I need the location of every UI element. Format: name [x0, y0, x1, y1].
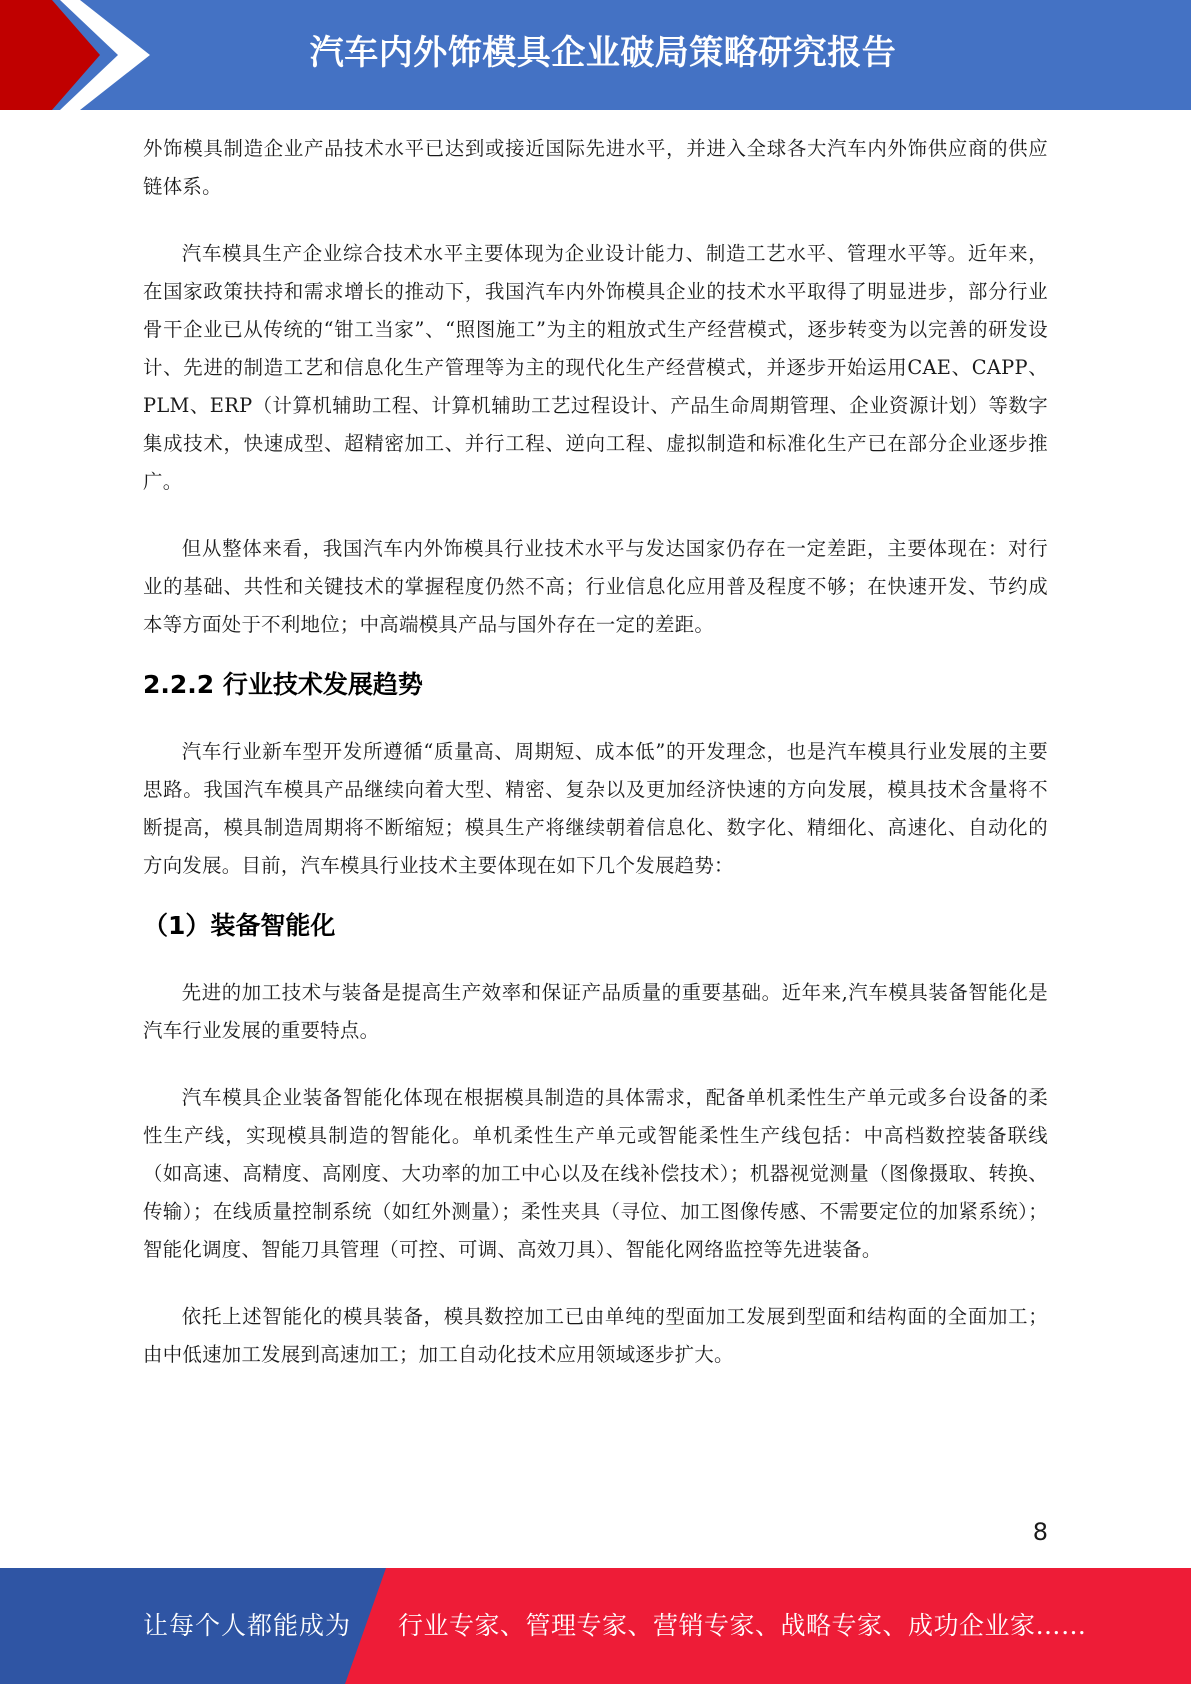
paragraph-gap-analysis: 但从整体来看，我国汽车内外饰模具行业技术水平与发达国家仍存在一定差距，主要体现在：对行业的基础、共性和关键技术的掌握程度仍然不高；行业信息化应用普及程度不够；在快速开发、节约成本等方面处于不利地位；中高端模具产品与国外存在一定的差距。 [143, 537, 1048, 636]
subheading-intelligent-equipment: （1）装备智能化 [143, 911, 336, 940]
paragraph-cnc-machining: 依托上述智能化的模具装备，模具数控加工已由单纯的型面加工发展到型面和结构面的全面加工；由中低速加工发展到高速加工；加工自动化技术应用领域逐步扩大。 [143, 1305, 1048, 1366]
page-number: 8 [1032, 1518, 1048, 1546]
paragraph-technology-level: 汽车模具生产企业综合技术水平主要体现为企业设计能力、制造工艺水平、管理水平等。近年来，在国家政策扶持和需求增长的推动下，我国汽车内外饰模具企业的技术水平取得了明显进步，部分行业骨干企业已从传统的“钳工当家”、“照图施工”为主的粗放式生产经营模式，逐步转变为以完善的研发设计、先进的制造工艺和信息化生产管理等为主的现代化生产经营模式，并逐步开始运用CAE、CAPP、PLM、ERP（计算机辅助工程、计算机辅助工艺过程设计、产品生命周期管理、企业资源计划）等数字集成技术，快速成型、超精密加工、并行工程、逆向工程、虚拟制造和标准化生产已在部分企业逐步推广。 [143, 242, 1048, 493]
report-title: 汽车内外饰模具企业破局策略研究报告 [309, 33, 897, 73]
page-header [0, 0, 1191, 110]
paragraph-flexible-production: 汽车模具企业装备智能化体现在根据模具制造的具体需求，配备单机柔性生产单元或多台设备的柔性生产线，实现模具制造的智能化。单机柔性生产单元或智能柔性生产线包括：中高档数控装备联线（如高速、高精度、高刚度、大功率的加工中心以及在线补偿技术）；机器视觉测量（图像摄取、转换、传输）；在线质量控制系统（如红外测量）；柔性夹具（寻位、加工图像传感、不需要定位的加紧系统）；智能化调度、智能刀具管理（可控、可调、高效刀具）、智能化网络监控等先进装备。 [143, 1086, 1048, 1261]
section-heading-tech-trends: 2.2.2 行业技术发展趋势 [143, 670, 423, 699]
page-footer [0, 1568, 1191, 1684]
paragraph-processing-equipment: 先进的加工技术与装备是提高生产效率和保证产品质量的重要基础。近年来,汽车模具装备智能化是汽车行业发展的重要特点。 [143, 981, 1048, 1042]
footer-slogan-left: 让每个人都能成为 [143, 1611, 352, 1640]
paragraph-continued: 外饰模具制造企业产品技术水平已达到或接近国际先进水平，并进入全球各大汽车内外饰供应商的供应链体系。 [143, 137, 1048, 198]
main-content [143, 130, 1048, 1374]
paragraph-development-ideas: 汽车行业新车型开发所遵循“质量高、周期短、成本低”的开发理念，也是汽车模具行业发展的主要思路。我国汽车模具产品继续向着大型、精密、复杂以及更加经济快速的方向发展，模具技术含量将不断提高，模具制造周期将不断缩短；模具生产将继续朝着信息化、数字化、精细化、高速化、自动化的方向发展。目前，汽车模具行业技术主要体现在如下几个发展趋势： [143, 740, 1048, 877]
footer-slogan-right: 行业专家、管理专家、营销专家、战略专家、成功企业家…… [398, 1611, 1087, 1640]
